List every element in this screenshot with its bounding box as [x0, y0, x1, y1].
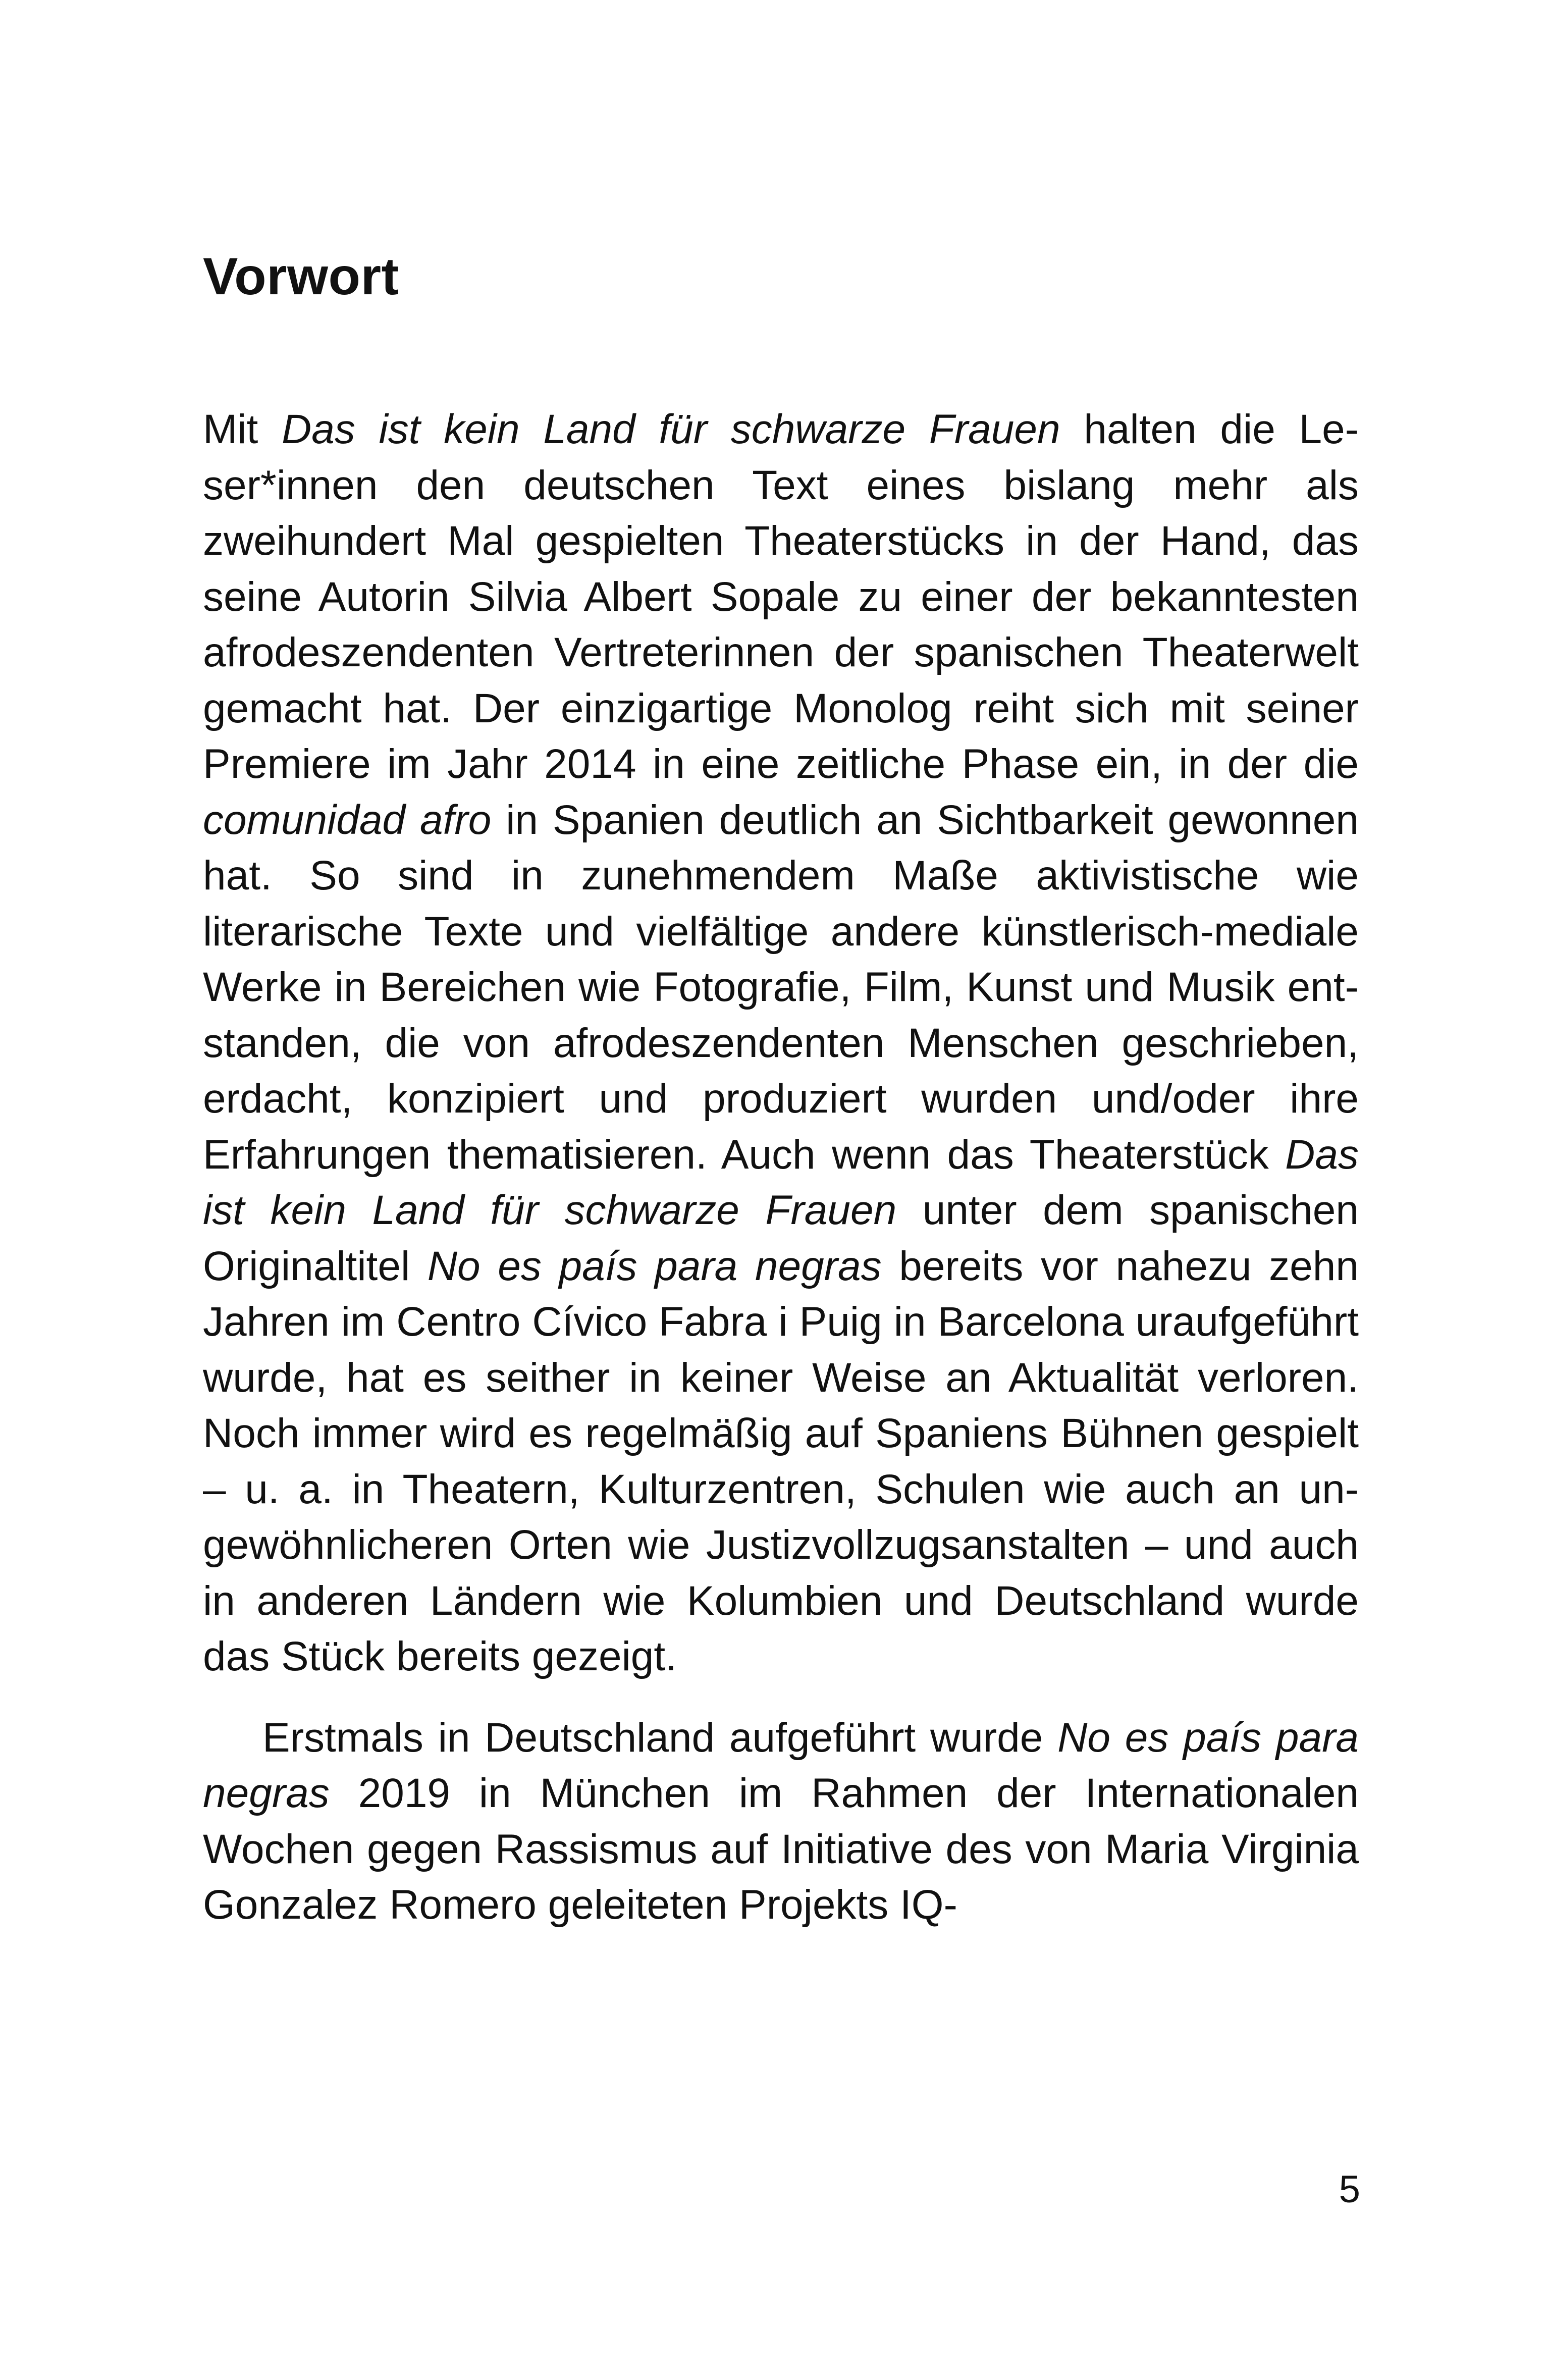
paragraph-1	[203, 402, 1359, 1685]
p1-run-7-italic-title: No es país para negras	[427, 1243, 882, 1289]
p1-run-6: unter dem spanischen Originaltitel	[203, 1187, 1359, 1289]
chapter-heading: Vorwort	[203, 247, 399, 306]
p1-run-4: in Spanien deutlich an Sichtbarkeit gewonnen hat. So sind in zunehmendem Maße aktivistische wie literarische Texte und vielfältige andere künstlerisch-mediale Werke in Bereichen wie Fotografie, Film, Kunst und Musik entstanden, die von afrodeszendenten Menschen geschrieben, erdacht, konzipiert und produziert wurden und/oder ihre Erfahrungen thematisieren. Auch wenn das Theaterstück	[203, 797, 1359, 1178]
p1-run-3-italic: comunidad afro	[203, 797, 492, 843]
p2-run-0: Erstmals in Deutschland aufgeführt wurde	[262, 1714, 1058, 1761]
p1-run-8: bereits vor nahezu zehn Jahren im Centro Cívico Fabra i Puig in Barcelona uraufgeführt wurde, hat es seither in keiner Weise an Aktualität verloren. Noch immer wird es regelmäßig auf Spaniens Bühnen gespielt – u. a. in Theatern, Kulturzentren, Schulen wie auch an ungewöhnlicheren Orten wie Justizvollzugsanstalten – und auch in anderen Ländern wie Kolumbien und Deutschland wurde das Stück bereits gezeigt.	[203, 1243, 1359, 1679]
p2-run-1-italic-title: No es país para negras	[203, 1714, 1359, 1816]
p1-run-5-italic-title: Das ist kein Land für schwarze Frauen	[203, 1131, 1359, 1233]
page-number: 5	[1339, 2168, 1360, 2211]
p1-run-0: Mit	[203, 406, 282, 452]
p1-run-1-italic-title: Das ist kein Land für schwarze Frauen	[282, 406, 1060, 452]
p2-run-2: 2019 in München im Rahmen der Internationalen Wochen gegen Rassismus auf Initiative des von Maria Virginia Gonzalez Romero geleiteten Projekts IQ-	[203, 1770, 1359, 1928]
paragraph-2	[203, 1710, 1359, 1933]
p1-run-2: halten die Leser*innen den deutschen Text eines bislang mehr als zweihundert Mal gespielten Theaterstücks in der Hand, das seine Autorin Silvia Albert Sopale zu einer der bekanntesten afrodeszendenten Vertreterinnen der spanischen Theaterwelt gemacht hat. Der einzigartige Monolog reiht sich mit seiner Premiere im Jahr 2014 in eine zeitliche Phase ein, in der die	[203, 406, 1359, 787]
body-text	[203, 402, 1359, 1933]
